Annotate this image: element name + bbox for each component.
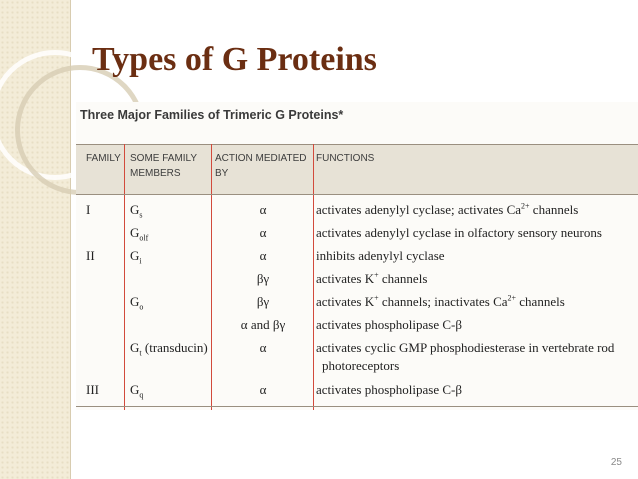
cell-action: α — [259, 225, 267, 240]
cell-function: activates phospholipase C-β — [316, 317, 462, 332]
table-header-row — [76, 144, 638, 195]
cell-family: III — [86, 382, 99, 397]
cell-function: activates adenylyl cyclase; activates $Ca^{2+}$ channels — [316, 201, 579, 217]
cell-action: α — [259, 382, 267, 397]
cell-function: activates K+ channels — [316, 270, 428, 286]
slide-title: Types of G Proteins — [92, 41, 377, 78]
cell-function: activates K+ channels; inactivates $Ca^{2+}$ channels — [316, 293, 565, 309]
cell-member: $G_t$ (transducin) — [130, 340, 208, 358]
decorative-side-band — [0, 0, 71, 479]
header-members-line1: SOME FAMILY — [130, 153, 198, 164]
g-protein-table-figure — [76, 102, 638, 410]
header-functions: FUNCTIONS — [316, 153, 375, 164]
header-members-line2: MEMBERS — [130, 168, 181, 179]
cell-action: βγ — [256, 271, 270, 286]
cell-member: $G_q$ — [130, 382, 144, 400]
cell-function: activates adenylyl cyclase in olfactory sensory neurons — [316, 225, 602, 240]
cell-member: $G_s$ — [130, 202, 143, 220]
cell-family: II — [86, 248, 95, 263]
table-caption: Three Major Families of Trimeric G Proteins* — [80, 108, 344, 122]
header-members — [130, 151, 197, 181]
cell-action: α — [259, 202, 267, 217]
cell-family: I — [86, 202, 91, 217]
cell-function-line2: photoreceptors — [322, 358, 400, 373]
header-bottom-rule — [76, 194, 638, 195]
page-number: 25 — [610, 457, 622, 468]
header-family: FAMILY — [86, 153, 121, 164]
cell-action: α — [259, 340, 267, 355]
cell-action: α — [259, 248, 267, 263]
cell-function: inhibits adenylyl cyclase — [316, 248, 445, 263]
cell-member: $G_o$ — [130, 294, 144, 312]
header-action-line1: ACTION MEDIATED — [215, 153, 307, 164]
cell-member: $G_{olf}$ — [130, 225, 149, 243]
table-bottom-rule — [76, 406, 638, 407]
cell-member: $G_i$ — [130, 248, 142, 266]
cell-function: activates cyclic GMP phosphodiesterase in vertebrate rod — [316, 340, 615, 355]
column-divider — [124, 144, 125, 410]
cell-action: βγ — [256, 294, 270, 309]
header-action — [215, 151, 306, 181]
cell-function: activates phospholipase C-β — [316, 382, 462, 397]
cell-action: α and βγ — [240, 317, 286, 332]
header-action-line2: BY — [215, 168, 229, 179]
